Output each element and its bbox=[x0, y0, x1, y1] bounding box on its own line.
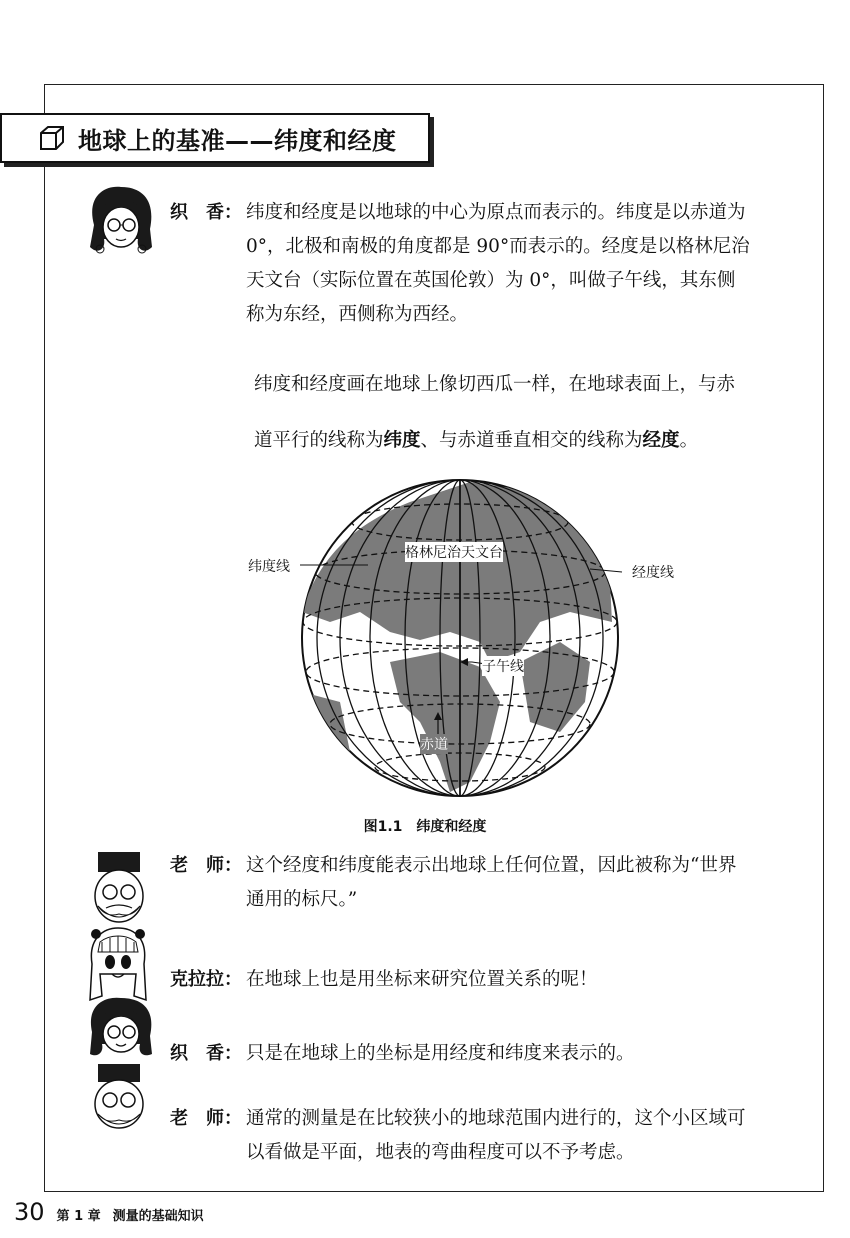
speech-line: 通常的测量是在比较狭小的地球范围内进行的，这个小区域可 bbox=[246, 1108, 746, 1129]
orika-avatar bbox=[86, 996, 156, 1066]
speech-text bbox=[246, 1102, 746, 1170]
text-fragment: 道平行的线称为 bbox=[254, 430, 384, 451]
term-latitude: 纬度 bbox=[383, 430, 421, 451]
speaker-label: 老 师： bbox=[170, 855, 242, 876]
page-footer bbox=[14, 1198, 204, 1226]
label-equator: 赤道 bbox=[420, 734, 448, 754]
text-fragment: 、与赤道垂直相交的线称为 bbox=[420, 430, 643, 451]
label-meridian: 子午线 bbox=[482, 656, 524, 676]
label-latitude-line: 纬度线 bbox=[248, 559, 290, 575]
orika-avatar bbox=[86, 185, 156, 265]
speaker-label: 织 香： bbox=[170, 1043, 242, 1064]
dialog-orika-1 bbox=[170, 196, 750, 332]
dialog-teacher-1 bbox=[170, 849, 736, 917]
speaker-label: 织 香： bbox=[170, 202, 242, 223]
chapter-number: 第 1 章 bbox=[56, 1209, 101, 1224]
globe-figure bbox=[240, 462, 690, 822]
speech-line: 在地球上也是用坐标来研究位置关系的呢！ bbox=[246, 969, 598, 990]
chapter-title: 测量的基础知识 bbox=[112, 1209, 204, 1224]
dialog-teacher-2 bbox=[170, 1102, 746, 1170]
speech-text bbox=[246, 1037, 635, 1071]
speech-text bbox=[246, 849, 736, 917]
speech-text bbox=[246, 196, 750, 332]
globe-illustration bbox=[240, 462, 690, 822]
section-header bbox=[0, 113, 430, 163]
text-fragment: 。 bbox=[679, 430, 699, 451]
speech-text bbox=[246, 963, 598, 997]
section-title: 地球上的基准——纬度和经度 bbox=[78, 126, 397, 155]
speaker-label: 克拉拉： bbox=[170, 969, 242, 990]
speech-line: 通用的标尺。” bbox=[246, 889, 358, 910]
label-greenwich: 格林尼治天文台 bbox=[405, 542, 503, 562]
dialog-clara bbox=[170, 963, 598, 997]
speech-line: 0°，北极和南极的角度都是 90°而表示的。经度是以格林尼治 bbox=[246, 236, 750, 257]
speaker-label: 老 师： bbox=[170, 1108, 242, 1129]
speech-line: 纬度和经度是以地球的中心为原点而表示的。纬度是以赤道为 bbox=[246, 202, 746, 223]
figure-caption: 图1.1 纬度和经度 bbox=[363, 819, 487, 835]
speech-line: 只是在地球上的坐标是用经度和纬度来表示的。 bbox=[246, 1043, 635, 1064]
dialog-orika-2 bbox=[170, 1037, 635, 1071]
cube-icon bbox=[38, 124, 66, 152]
speech-line: 这个经度和纬度能表示出地球上任何位置，因此被称为“世界 bbox=[246, 855, 737, 876]
clara-avatar bbox=[82, 924, 154, 1004]
speech-line: 以看做是平面，地表的弯曲程度可以不予考虑。 bbox=[246, 1142, 635, 1163]
page-number: 30 bbox=[14, 1198, 45, 1226]
explanation-line-2 bbox=[254, 426, 698, 452]
speech-line: 称为东经，西侧称为西经。 bbox=[246, 304, 469, 325]
teacher-avatar bbox=[84, 848, 154, 930]
explanation-line-1: 纬度和经度画在地球上像切西瓜一样，在地球表面上，与赤 bbox=[254, 374, 736, 395]
term-longitude: 经度 bbox=[642, 430, 680, 451]
label-longitude-line: 经度线 bbox=[632, 565, 674, 581]
teacher-avatar bbox=[84, 1062, 154, 1134]
speech-line: 天文台（实际位置在英国伦敦）为 0°，叫做子午线，其东侧 bbox=[246, 270, 736, 291]
